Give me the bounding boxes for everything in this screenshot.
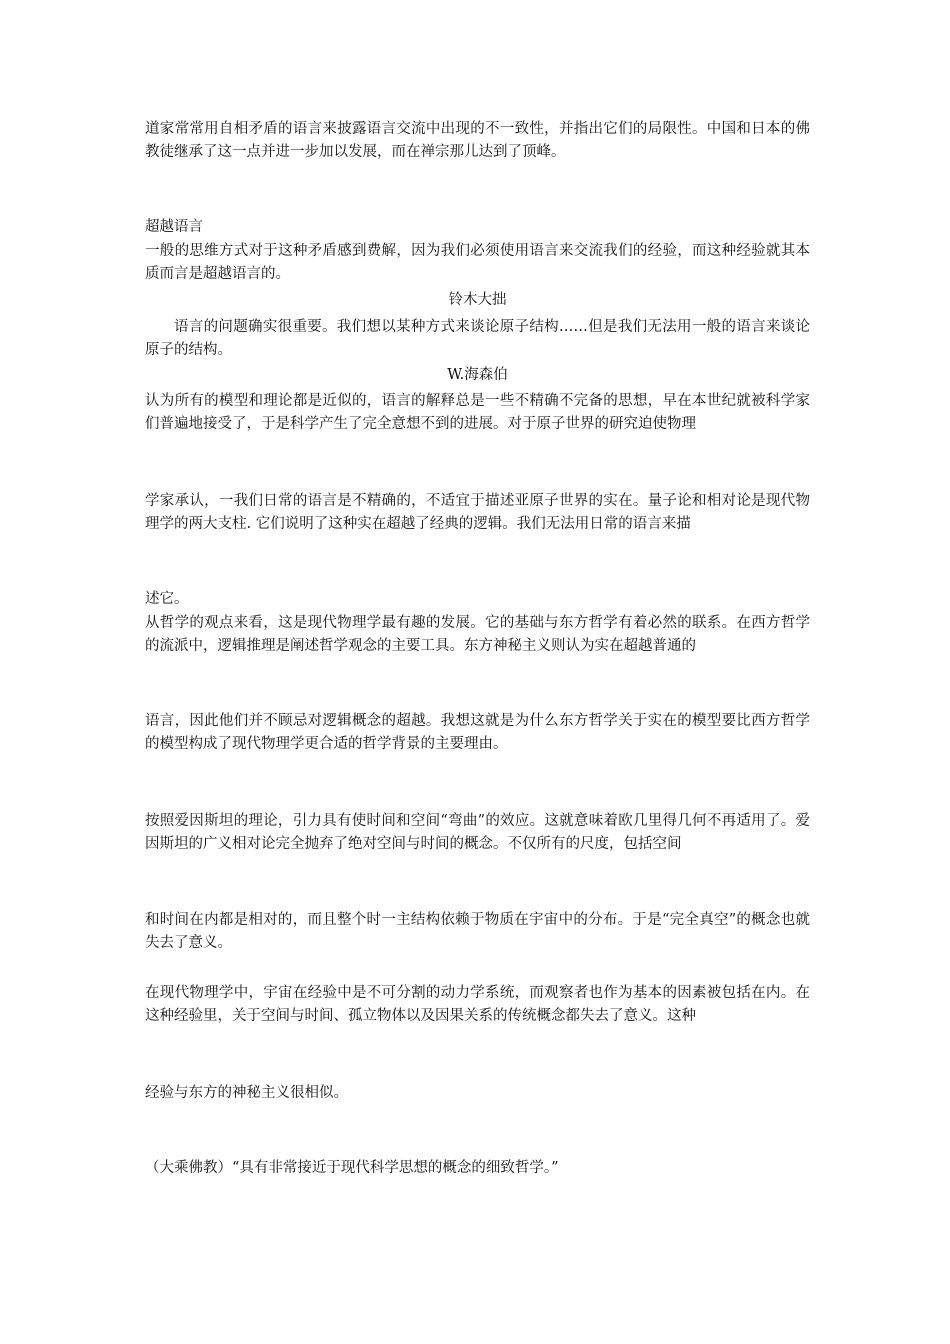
quote-heisenberg: 语言的问题确实很重要。我们想以某种方式来谈论原子结构……但是我们无法用一般的语言来谈论原子的结构。: [145, 319, 810, 358]
paragraph-taoism-contradiction: 道家常常用自相矛盾的语言来披露语言交流中出现的不一致性，并指出它们的局限性。中国和日本的佛教徒继承了这一点并进一步加以发展，而在禅宗那儿达到了顶峰。: [145, 121, 810, 160]
paragraph-language-imprecise: 学家承认，一我们日常的语言是不精确的，不适宜于描述亚原子世界的实在。量子论和相对论是现代物理学的两大支柱. 它们说明了这种实在超越了经典的逻辑。我们无法用日常的语言来描: [145, 493, 810, 532]
quote-suzuki: 一般的思维方式对于这种矛盾感到费解，因为我们必须使用语言来交流我们的经验，而这种经验就其本质而言是超越语言的。: [145, 243, 810, 282]
paragraph-models-approximate: 认为所有的模型和理论都是近似的，语言的解释总是一些不精确不完备的思想，早在本世纪就被科学家们普遍地接受了，于是科学产生了完全意想不到的进展。对于原子世界的研究迫使物理: [145, 393, 810, 432]
paragraph-modern-physics-universe: 在现代物理学中，宇宙在经验中是不可分割的动力学系统，而观察者也作为基本的因素被包括在内。在这种经验里，关于空间与时间、孤立物体以及因果关系的传统概念都失去了意义。这种: [145, 985, 810, 1024]
quote-author-suzuki: 铃木大拙: [448, 292, 507, 308]
paragraph-eastern-mysticism: 经验与东方的神秘主义很相似。: [145, 1085, 348, 1101]
paragraph-philosophy-view: 从哲学的观点来看，这是现代物理学最有趣的发展。它的基础与东方哲学有着必然的联系。在西方哲学的流派中，逻辑推理是阐述哲学观念的主要工具。东方神秘主义则认为实在超越普通的: [145, 615, 810, 654]
paragraph-mahayana-quote: （大乘佛教）“具有非常接近于现代科学思想的概念的细致哲学。”: [145, 1160, 559, 1176]
paragraph-einstein-gravity: 按照爱因斯坦的理论，引力具有使时间和空间“弯曲”的效应。这就意味着欧几里得几何不再适用了。爱因斯坦的广义相对论完全抛弃了绝对空间与时间的概念。不仅所有的尺度，包括空间: [145, 813, 810, 852]
paragraph-eastern-models: 语言，因此他们并不顾忌对逻辑概念的超越。我想这就是为什么东方哲学关于实在的模型要比西方哲学的模型构成了现代物理学更合适的哲学背景的主要理由。: [145, 713, 810, 752]
quote-author-heisenberg: W.海森伯: [447, 367, 508, 383]
paragraph-relative-space-time: 和时间在内都是相对的，而且整个时一主结构依赖于物质在宇宙中的分布。于是“完全真空”的概念也就失去了意义。: [145, 912, 810, 951]
paragraph-describe-it: 述它。: [145, 591, 189, 607]
section-heading: 超越语言: [145, 219, 203, 235]
